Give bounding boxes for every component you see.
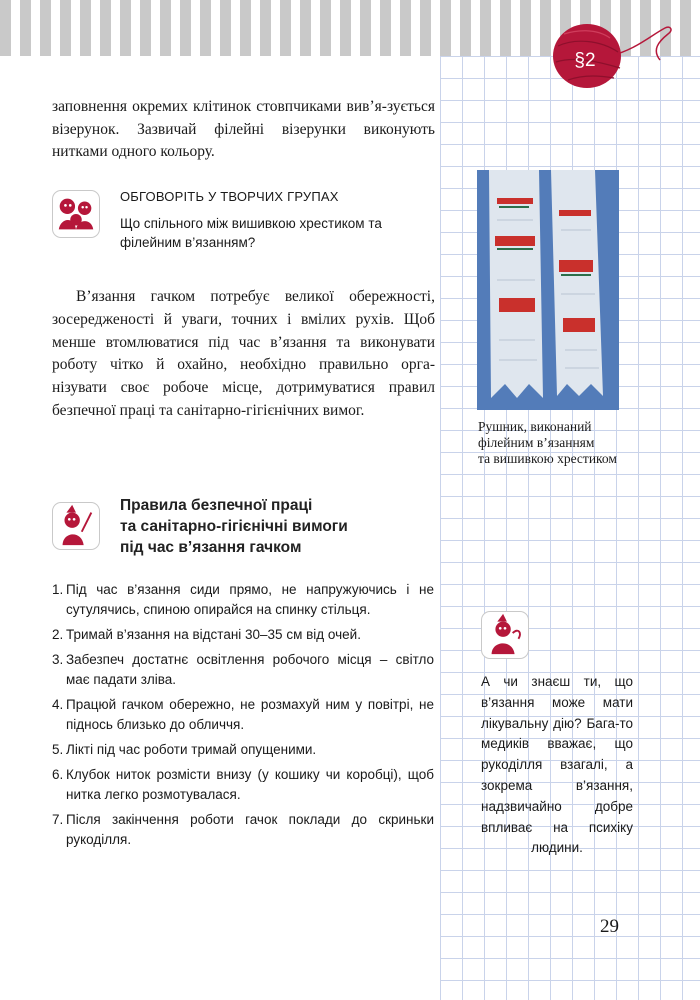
- rule-text: Лікті під час роботи тримай опущеними.: [66, 742, 317, 757]
- rule-text: Після закінчення роботи гачок поклади до скриньки рукоділля.: [66, 812, 434, 847]
- caption-line: філейним в’язанням: [478, 435, 595, 450]
- rule-item: [52, 580, 434, 620]
- discuss-heading: ОБГОВОРІТЬ У ТВОРЧИХ ГРУПАХ: [120, 189, 339, 204]
- rule-number: 3.: [52, 652, 64, 667]
- rule-number: 5.: [52, 742, 64, 757]
- rule-text: Працюй гачком обережно, не розмахуй ним у повітрі, не піднось близько до обличчя.: [66, 697, 434, 732]
- rule-text: Тримай в’язання на відстані 30–35 см від очей.: [66, 627, 361, 642]
- rules-list: [52, 580, 434, 855]
- rule-item: [52, 650, 434, 690]
- main-paragraph: В’язання гачком потребує великої обережності, зосередженості й уваги, точних і вмілих рухів. Щоб менше втомлюватися під час в’язання та виконувати роботу чітко й охайно, необхідно правильно орга-нізувати своє робоче місце, дотримуватися правил безпечної праці та санітарно-гігієнічних вимог.: [52, 288, 435, 419]
- safety-rules-icon: [52, 502, 100, 550]
- rule-item: [52, 695, 434, 735]
- rule-item: [52, 625, 434, 645]
- towel-photo: [477, 170, 619, 410]
- rule-number: 6.: [52, 767, 64, 782]
- rule-text: Під час в’язання сиди прямо, не напружуючись і не сутулячись, спиною опирайся на спинку стільця.: [66, 582, 434, 617]
- rule-item: [52, 810, 434, 850]
- rule-number: 7.: [52, 812, 64, 827]
- rule-item: [52, 765, 434, 805]
- rule-item: [52, 740, 434, 760]
- photo-caption: [478, 419, 678, 467]
- rule-text: Забезпеч достатнє освітлення робочого місця – світло має падати зліва.: [66, 652, 434, 687]
- rules-title-line: під час в’язання гачком: [120, 539, 302, 556]
- rules-title-line: Правила безпечної праці: [120, 497, 313, 514]
- caption-line: Рушник, виконаний: [478, 419, 592, 434]
- intro-paragraph: заповнення окремих клітинок стовпчиками вив’я-зується візерунок. Зазвичай філейні візерунки виконують нитками одного кольору.: [52, 98, 435, 160]
- fact-paragraph: А чи знаєш ти, що в’язання може мати лікувальну дію? Бага-то медиків вважає, що рукоділля взагалі, а зокрема в’язання, надзвичайно добре впливає на психіку людини.: [481, 674, 633, 856]
- rule-text: Клубок ниток розмісти внизу (у кошику чи коробці), щоб нитка легко розмотувалася.: [66, 767, 434, 802]
- caption-line: та вишивкою хрестиком: [478, 451, 617, 466]
- rules-title: [120, 495, 420, 558]
- page-number: 29: [600, 916, 619, 937]
- discuss-question: Що спільного між вишивкою хрестиком та філейним в’язанням?: [120, 216, 382, 250]
- rules-title-line: та санітарно-гігієнічні вимоги: [120, 518, 348, 535]
- did-you-know-icon: [481, 611, 529, 659]
- rule-number: 2.: [52, 627, 64, 642]
- rule-number: 4.: [52, 697, 64, 712]
- group-discussion-icon: [52, 190, 100, 238]
- rule-number: 1.: [52, 582, 64, 597]
- section-badge: §2: [574, 50, 596, 71]
